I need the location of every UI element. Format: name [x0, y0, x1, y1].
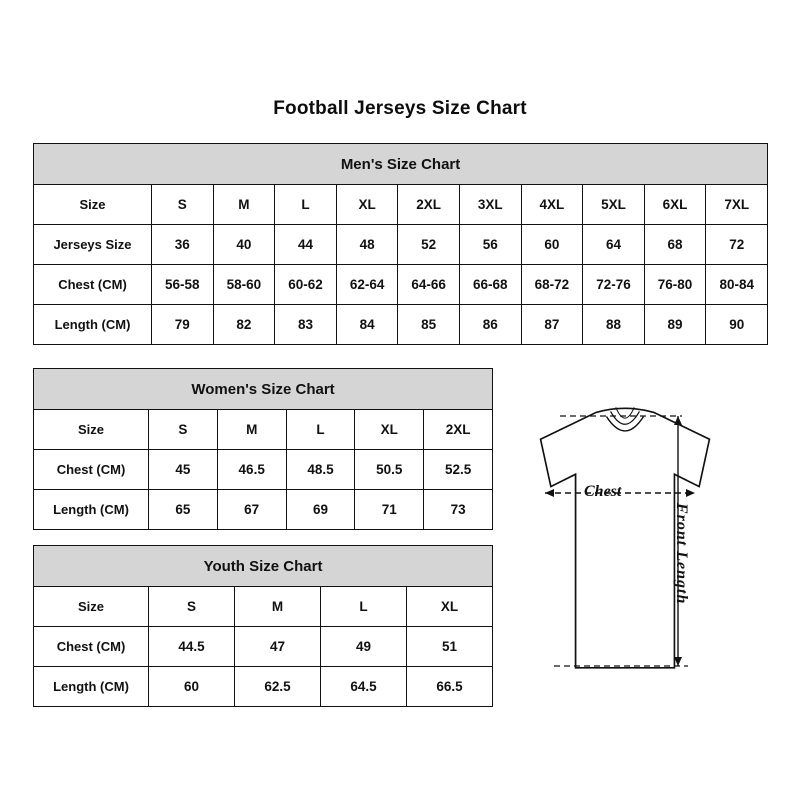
- cell: 36: [152, 225, 214, 265]
- cell: 60: [521, 225, 583, 265]
- cell: 85: [398, 305, 460, 345]
- mens-caption: Men's Size Chart: [34, 144, 768, 185]
- table-row: [34, 410, 493, 450]
- cell: 67: [217, 490, 286, 530]
- mens-size-chart: [33, 143, 768, 345]
- cell: 5XL: [583, 185, 645, 225]
- cell: XL: [407, 587, 493, 627]
- cell: 62.5: [235, 667, 321, 707]
- tshirt-icon: [500, 398, 790, 698]
- cell: 66-68: [459, 265, 521, 305]
- cell: M: [235, 587, 321, 627]
- cell: 44.5: [149, 627, 235, 667]
- cell: 52.5: [424, 450, 493, 490]
- table-row: [34, 450, 493, 490]
- cell: 72-76: [583, 265, 645, 305]
- cell: 64.5: [321, 667, 407, 707]
- cell: 89: [644, 305, 706, 345]
- cell: 82: [213, 305, 275, 345]
- page-title: Football Jerseys Size Chart: [273, 98, 527, 119]
- womens-size-table: [33, 368, 493, 530]
- cell: 47: [235, 627, 321, 667]
- table-row: [34, 185, 768, 225]
- cell: 44: [275, 225, 337, 265]
- cell: 90: [706, 305, 768, 345]
- cell: 87: [521, 305, 583, 345]
- cell: 46.5: [217, 450, 286, 490]
- cell: 79: [152, 305, 214, 345]
- cell: 52: [398, 225, 460, 265]
- cell: 58-60: [213, 265, 275, 305]
- cell: 73: [424, 490, 493, 530]
- row-label: Chest (CM): [34, 265, 152, 305]
- table-row: [34, 627, 493, 667]
- cell: L: [275, 185, 337, 225]
- cell: 2XL: [398, 185, 460, 225]
- cell: M: [213, 185, 275, 225]
- cell: 49: [321, 627, 407, 667]
- chest-measure-label: Chest: [584, 483, 622, 500]
- cell: 69: [286, 490, 355, 530]
- table-row: [34, 667, 493, 707]
- cell: 60: [149, 667, 235, 707]
- cell: 60-62: [275, 265, 337, 305]
- womens-caption: Women's Size Chart: [34, 369, 493, 410]
- cell: 64-66: [398, 265, 460, 305]
- row-label: Chest (CM): [34, 450, 149, 490]
- cell: 4XL: [521, 185, 583, 225]
- mens-size-table: [33, 143, 768, 345]
- cell: 56-58: [152, 265, 214, 305]
- table-row: [34, 490, 493, 530]
- cell: 7XL: [706, 185, 768, 225]
- table-caption-row: [34, 144, 768, 185]
- row-label: Size: [34, 587, 149, 627]
- table-caption-row: [34, 369, 493, 410]
- cell: 48.5: [286, 450, 355, 490]
- row-label: Chest (CM): [34, 627, 149, 667]
- cell: 88: [583, 305, 645, 345]
- cell: 56: [459, 225, 521, 265]
- cell: 72: [706, 225, 768, 265]
- cell: 84: [336, 305, 398, 345]
- cell: 3XL: [459, 185, 521, 225]
- row-label: Length (CM): [34, 667, 149, 707]
- cell: 45: [149, 450, 218, 490]
- cell: 65: [149, 490, 218, 530]
- tshirt-measurement-diagram: [500, 398, 790, 698]
- cell: 2XL: [424, 410, 493, 450]
- row-label: Size: [34, 410, 149, 450]
- cell: 76-80: [644, 265, 706, 305]
- cell: XL: [355, 410, 424, 450]
- cell: S: [149, 410, 218, 450]
- cell: 62-64: [336, 265, 398, 305]
- cell: 80-84: [706, 265, 768, 305]
- table-row: [34, 225, 768, 265]
- youth-caption: Youth Size Chart: [34, 546, 493, 587]
- table-row: [34, 265, 768, 305]
- womens-size-chart: [33, 368, 493, 530]
- cell: S: [152, 185, 214, 225]
- cell: 83: [275, 305, 337, 345]
- table-row: [34, 587, 493, 627]
- cell: 64: [583, 225, 645, 265]
- cell: 86: [459, 305, 521, 345]
- cell: 6XL: [644, 185, 706, 225]
- cell: 48: [336, 225, 398, 265]
- cell: 40: [213, 225, 275, 265]
- row-label: Length (CM): [34, 490, 149, 530]
- row-label: Jerseys Size: [34, 225, 152, 265]
- cell: 68-72: [521, 265, 583, 305]
- cell: L: [286, 410, 355, 450]
- cell: 51: [407, 627, 493, 667]
- cell: XL: [336, 185, 398, 225]
- front-length-measure-label: Front Length: [673, 503, 690, 605]
- table-caption-row: [34, 546, 493, 587]
- row-label: Size: [34, 185, 152, 225]
- cell: L: [321, 587, 407, 627]
- youth-size-chart: [33, 545, 493, 707]
- table-row: [34, 305, 768, 345]
- cell: M: [217, 410, 286, 450]
- cell: 66.5: [407, 667, 493, 707]
- row-label: Length (CM): [34, 305, 152, 345]
- cell: S: [149, 587, 235, 627]
- cell: 68: [644, 225, 706, 265]
- youth-size-table: [33, 545, 493, 707]
- cell: 71: [355, 490, 424, 530]
- cell: 50.5: [355, 450, 424, 490]
